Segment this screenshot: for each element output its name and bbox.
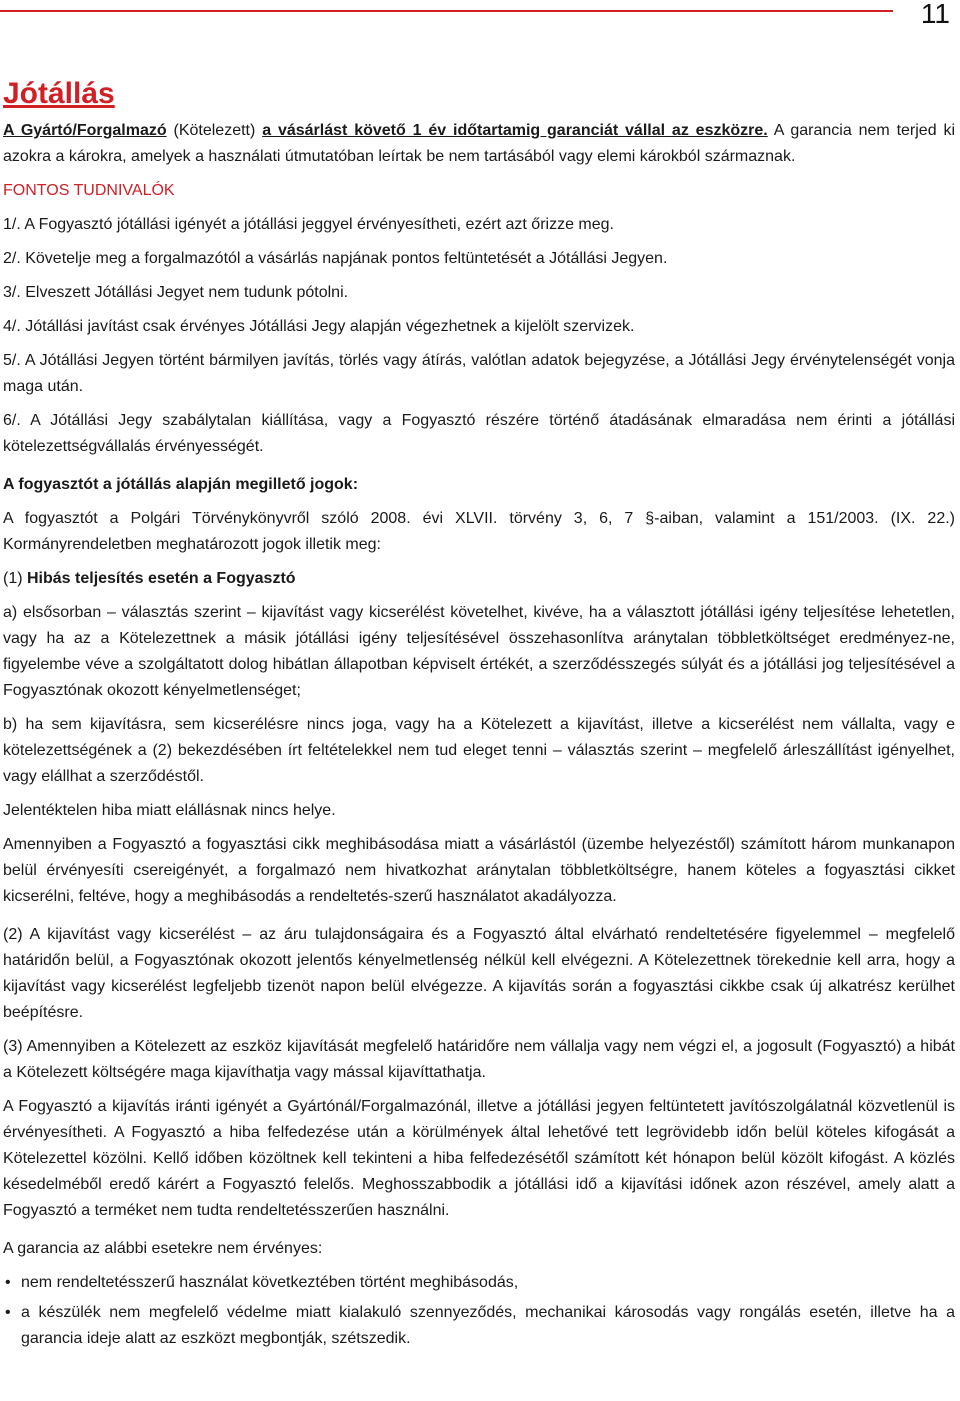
important-item-2: 2/. Követelje meg a forgalmazótól a vásárlás napjának pontos feltüntetését a Jótállási Jegyen. <box>3 250 668 267</box>
important-item-6: 6/. A Jótállási Jegy szabálytalan kiállítása, vagy a Fogyasztó részére történő átadásának elmaradása nem érinti a jótállási kötelezettségvállalás érvényességét. <box>3 412 955 455</box>
intro-paragraph <box>3 118 955 170</box>
list-item: • a készülék nem megfelelő védelme miatt kialakuló szennyeződés, mechanikai károsodás vagy rongálás esetén, illetve ha a garancia ideje alatt az eszközt megbontják, szétszedik. <box>3 1300 955 1352</box>
intro-party: A Gyártó/Forgalmazó <box>3 122 167 139</box>
intro-scope: A garancia nem terjed ki azokra a károkra, amelyek a használati útmutatóban leírtak be nem tartásából vagy elemi károkból származnak. <box>3 122 956 165</box>
header-rule <box>0 10 893 12</box>
section-1-number: (1) <box>3 570 27 587</box>
important-item-4: 4/. Jótállási javítást csak érvényes Jótállási Jegy alapján végezhetnek a kijelölt szervizek. <box>3 318 635 335</box>
claims-paragraph: A Fogyasztó a kijavítás iránti igényét a Gyártónál/Forgalmazónál, illetve a jótállási jegyen feltüntetett javítószolgálatnál közvetlenül is érvényesítheti. A Fogyasztó a hiba felfedezése után a körülmények által lehetővé tett legrövidebb időn belül köteles kifogását a Kötelezettel közölni. Kellő időben közöltnek kell tekinteni a hiba felfedezésétől számított két hónapon belül közölt kifogást. A közlés késedelméből eredő kárért a Fogyasztó felelős. Meghosszabbodik a jótállási idő a kijavítási időnek azon részével, amely alatt a Fogyasztó a terméket nem tudta rendeltetésszerűen használni. <box>3 1098 955 1219</box>
section-2: (2) A kijavítást vagy kicserélést – az áru tulajdonságaira és a Fogyasztó által elvárható rendeltetésére figyelemmel – megfelelő határidőn belül, a Fogyasztónak okozott jelentős kényelmetlenség nélkül kell elvégezni. A Kötelezettnek törekednie kell arra, hogy a kijavítást vagy kicserélést legfeljebb tizenöt napon belül elvégezze. A kijavítás során a fogyasztási cikkbe csak új alkatrész kerülhet beépítésre. <box>3 926 955 1021</box>
section-3: (3) Amennyiben a Kötelezett az eszköz kijavítását megfelelő határidőre nem vállalja vagy nem végzi el, a jogosult (Fogyasztó) a hibát a Kötelezett költségére maga kijavíthatja vagy mással kijavíttathatja. <box>3 1038 955 1081</box>
exclusions-list <box>3 1270 955 1352</box>
rights-intro: A fogyasztót a Polgári Törvénykönyvről szóló 2008. évi XLVII. törvény 3, 6, 7 §-aiban, valamint a 151/2003. (IX. 22.) Kormányrendeletben meghatározott jogok illetik meg: <box>3 510 955 553</box>
list-item: • nem rendeltetésszerű használat következtében történt meghibásodás, <box>3 1270 955 1296</box>
important-heading: FONTOS TUDNIVALÓK <box>3 182 175 199</box>
important-item-3: 3/. Elveszett Jótállási Jegyet nem tudunk pótolni. <box>3 284 349 301</box>
section-1-title: Hibás teljesítés esetén a Fogyasztó <box>27 570 296 587</box>
exclusions-intro: A garancia az alábbi esetekre nem érvényes: <box>3 1240 323 1257</box>
section-1-a: a) elsősorban – választás szerint – kijavítást vagy kicserélést követelhet, kivéve, ha a választott jótállási igény teljesítése lehetetlen, vagy ha az a Kötelezettnek a másik jótállási igény teljesítésével összehasonlítva aránytalan többletköltséget eredményez-ne, figyelembe véve a szolgáltatott dolog hibátlan állapotban képviselt értékét, a szerződésszegés súlyát és a jótállási jog teljesítésével a Fogyasztónak okozott kényelmetlenséget; <box>3 604 955 699</box>
page-number: 11 <box>920 0 950 29</box>
document-body <box>3 76 955 1356</box>
important-item-1: 1/. A Fogyasztó jótállási igényét a jótállási jeggyel érvényesítheti, ezért azt őrizze meg. <box>3 216 614 233</box>
rights-heading: A fogyasztót a jótállás alapján megillető jogok: <box>3 476 359 493</box>
page-title: Jótállás <box>3 77 115 110</box>
section-1-heading <box>3 566 955 592</box>
section-1-d: Amennyiben a Fogyasztó a fogyasztási cikk meghibásodása miatt a vásárlástól (üzembe helyezéstől) számított három munkanapon belül érvényesíti csereigényét, a forgalmazó nem hivatkozhat aránytalan többletköltségre, hanem köteles a fogyasztási cikket kicserélni, feltéve, hogy a meghibásodás a rendeltetés-szerű használatot akadályozza. <box>3 836 955 905</box>
intro-warranty-term: a vásárlást követő 1 év időtartamig garanciát vállal az eszközre. <box>262 122 768 139</box>
intro-obligor: (Kötelezett) <box>166 122 263 139</box>
section-1-b: b) ha sem kijavításra, sem kicserélésre nincs joga, vagy ha a Kötelezett a kijavítást, illetve a kicserélést nem vállalta, vagy e kötelezettségének a (2) bekezdésében írt feltételekkel nem tud eleget tenni – választás szerint – megfelelő árleszállítást igényelhet, vagy elállhat a szerződéstől. <box>3 716 955 785</box>
section-1-c: Jelentéktelen hiba miatt elállásnak nincs helye. <box>3 802 336 819</box>
important-item-5: 5/. A Jótállási Jegyen történt bármilyen javítás, törlés vagy átírás, valótlan adatok bejegyzése, a Jótállási Jegy érvénytelenségét vonja maga után. <box>3 352 955 395</box>
